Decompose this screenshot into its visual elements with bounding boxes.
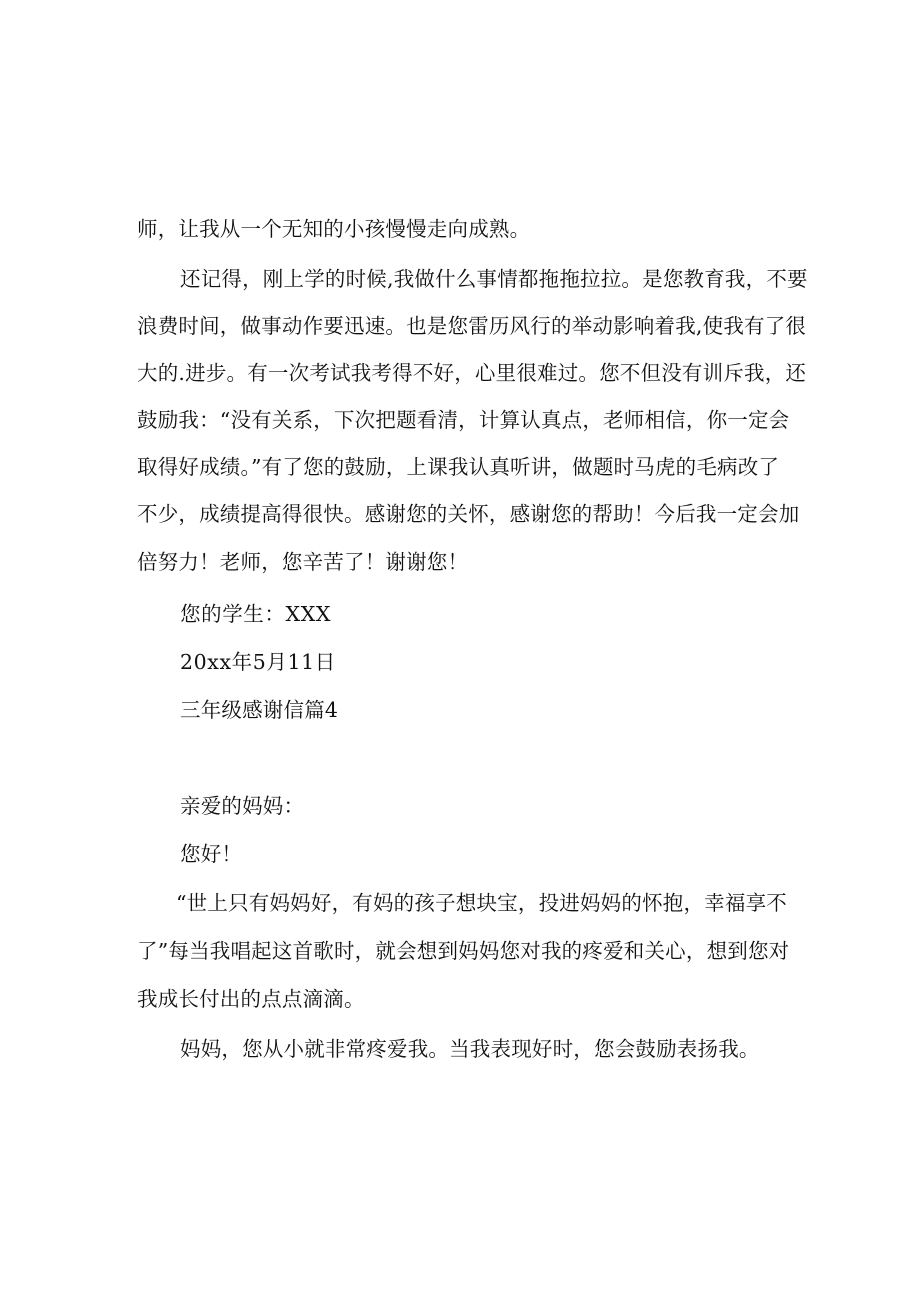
text-line-7: 不少，成绩提高得很快。感谢您的关怀，感谢您的帮助！今后我一定会加	[137, 502, 800, 526]
date-line: 20xx年5月11日	[180, 650, 336, 674]
text-line-16: 我成长付出的点点滴滴。	[137, 987, 365, 1011]
text-line-8: 倍努力！老师，您辛苦了！谢谢您！	[137, 550, 469, 574]
text-line-5: 鼓励我：“没有关系，下次把题看清，计算认真点，老师相信，你一定会	[137, 408, 790, 432]
text-line-14: “世上只有妈妈好，有妈的孩子想块宝，投进妈妈的怀抱，幸福享不	[176, 891, 787, 915]
text-line-17: 妈妈，您从小就非常疼爱我。当我表现好时，您会鼓励表扬我。	[180, 1037, 760, 1061]
text-line-15: 了”每当我唱起这首歌时，就会想到妈妈您对我的疼爱和关心，想到您对	[137, 939, 790, 963]
signature-line: 您的学生：XXX	[180, 602, 332, 626]
greeting-line: 您好！	[180, 842, 243, 866]
section-title: 三年级感谢信篇4	[180, 698, 339, 722]
text-line-4: 大的.进步。有一次考试我考得不好，心里很难过。您不但没有训斥我，还	[137, 361, 807, 385]
text-line-2: 还记得，刚上学的时候,我做什么事情都拖拖拉拉。是您教育我，不要	[180, 267, 808, 291]
text-line-3: 浪费时间，做事动作要迅速。也是您雷历风行的举动影响着我,使我有了很	[137, 314, 807, 338]
text-line-6: 取得好成绩。”有了您的鼓励，上课我认真听讲，做题时马虎的毛病改了	[137, 455, 780, 479]
text-line-1: 师，让我从一个无知的小孩慢慢走向成熟。	[137, 217, 531, 241]
salutation-line: 亲爱的妈妈：	[180, 794, 305, 818]
